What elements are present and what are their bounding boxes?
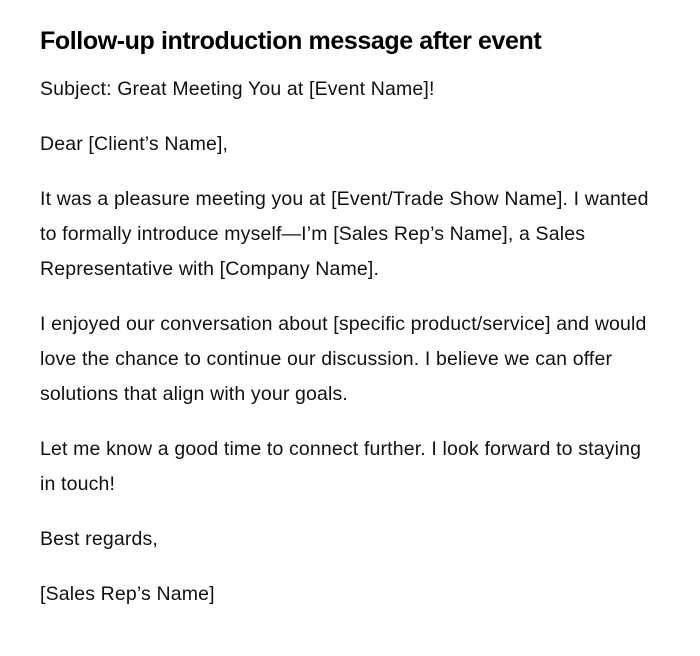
email-paragraph-conversation: I enjoyed our conversation about [specific product/service] and would love the chance to continue our discussion. I believe we can offer solutions that align with your goals. — [40, 313, 647, 405]
email-closing: Best regards, — [40, 528, 158, 550]
document-title: Follow-up introduction message after event — [40, 27, 542, 55]
email-greeting: Dear [Client’s Name], — [40, 133, 229, 155]
email-paragraph-intro: It was a pleasure meeting you at [Event/Trade Show Name]. I wanted to formally introduce myself—I’m [Sales Rep’s Name], a Sales Representative with [Company Name]. — [40, 188, 649, 280]
email-paragraph-call-to-action: Let me know a good time to connect further. I look forward to staying in touch! — [40, 438, 642, 495]
email-signature: [Sales Rep’s Name] — [40, 583, 215, 605]
email-subject: Subject: Great Meeting You at [Event Name]! — [40, 78, 435, 100]
